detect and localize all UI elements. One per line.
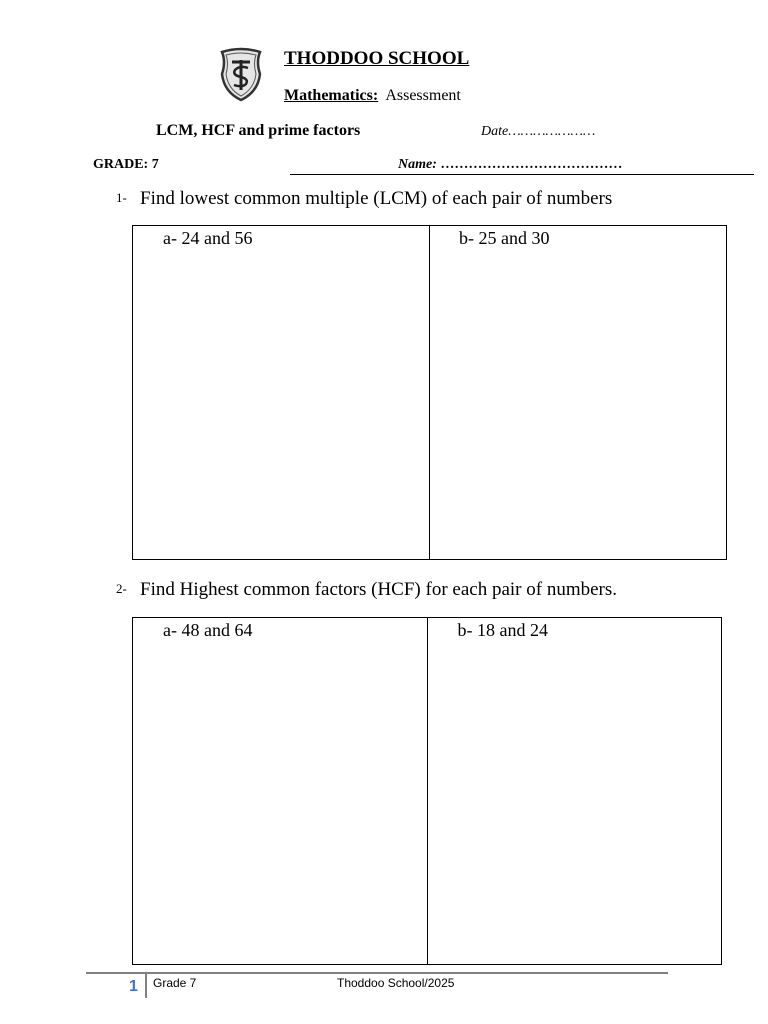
- grade-label: GRADE: 7: [93, 157, 159, 172]
- footer-divider: [86, 972, 668, 974]
- question-text: Find lowest common multiple (LCM) of each pair of numbers: [140, 188, 613, 209]
- page-number: 1: [129, 978, 138, 995]
- footer-separator: [145, 974, 147, 998]
- footer-school: Thoddoo School/2025: [337, 976, 455, 990]
- question-number: 2-: [116, 581, 127, 596]
- answer-cell-1b: [429, 226, 726, 559]
- part-label: b- 18 and 24: [457, 620, 548, 640]
- answer-cell-1a: [133, 226, 429, 559]
- school-name: THODDOO SCHOOL: [284, 48, 470, 69]
- subject-label: Mathematics:: [284, 87, 379, 104]
- subject-line: [284, 87, 461, 105]
- question-2: [116, 579, 617, 601]
- part-label: a- 48 and 64: [163, 620, 253, 640]
- part-label: a- 24 and 56: [163, 228, 253, 248]
- answer-cell-2b: [427, 618, 722, 964]
- school-logo-icon: [216, 46, 266, 102]
- answer-cell-2a: [133, 618, 427, 964]
- part-label: b- 25 and 30: [459, 228, 550, 248]
- date-field: Date…………………: [481, 124, 596, 139]
- header-divider: [290, 174, 754, 175]
- question-number: 1-: [116, 190, 127, 205]
- question-text: Find Highest common factors (HCF) for each pair of numbers.: [140, 579, 618, 600]
- footer-grade: Grade 7: [153, 976, 197, 990]
- name-dots: …………………………………: [436, 157, 623, 172]
- name-field: [398, 157, 622, 173]
- question-1: [116, 188, 612, 210]
- topic-title: LCM, HCF and prime factors: [156, 122, 361, 139]
- subject-value: Assessment: [385, 87, 461, 104]
- answer-table-2: [132, 617, 722, 965]
- name-label: Name:: [398, 157, 437, 172]
- answer-table-1: [132, 225, 727, 560]
